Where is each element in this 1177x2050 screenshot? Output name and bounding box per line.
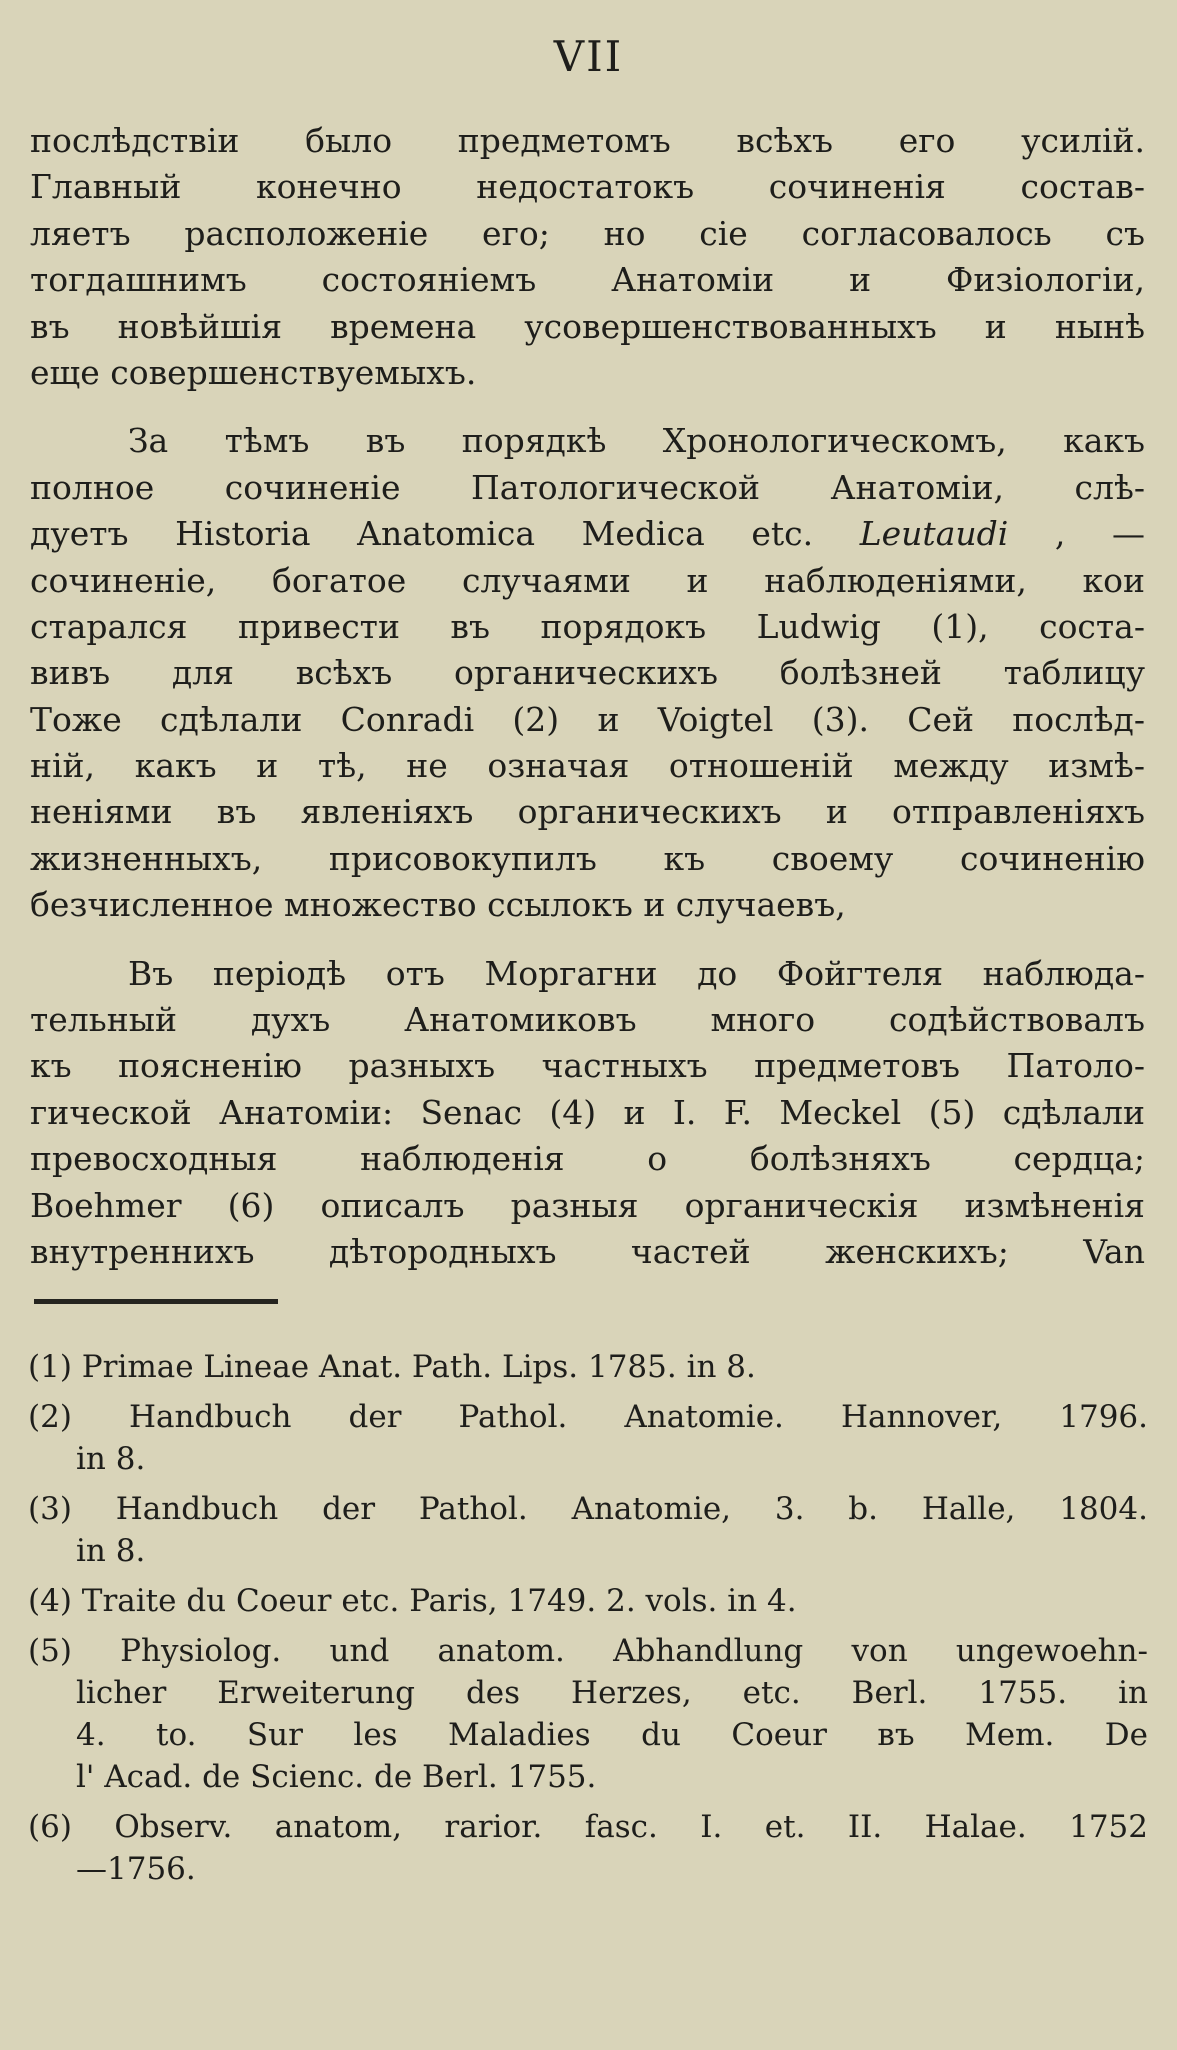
text-line: За тѣмъ въ порядкѣ Хронологическомъ, какъ — [128, 421, 1145, 461]
footnote-line: (5) Physiolog. und anatom. Abhandlung von ungewoehn- — [28, 1633, 1148, 1669]
text-line: Boehmer (6) описалъ разныя органическія измѣненія — [30, 1185, 1145, 1225]
footnote-line: licher Erweiterung des Herzes, etc. Berl. 1755. in — [76, 1675, 1148, 1711]
footnote-gap — [28, 1798, 1148, 1806]
footnote-line: —1756. — [76, 1851, 196, 1887]
page-number: VII — [553, 32, 624, 81]
text-line: внутреннихъ дѣтородныхъ частей женскихъ; Van — [30, 1231, 1145, 1271]
footnote-gap — [28, 1480, 1148, 1488]
footnote-line: in 8. — [76, 1441, 146, 1477]
footnote-line: (6) Observ. anatom, rarior. fasc. I. et. II. Halae. 1752 — [28, 1809, 1148, 1845]
footnote-gap — [28, 1622, 1148, 1630]
text-line: Тоже сдѣлали Conradi (2) и Voigtel (3). Сей послѣд- — [30, 699, 1145, 739]
text-line: жизненныхъ, присовокупилъ къ своему сочиненію — [30, 838, 1145, 878]
author-name-italic: Leutaudi — [859, 514, 1009, 554]
text-line: гической Анатоміи: Senac (4) и I. F. Meckel (5) сдѣлали — [30, 1092, 1145, 1132]
text-line: вивъ для всѣхъ органическихъ болѣзней таблицу — [30, 653, 1145, 693]
footnote-line: (2) Handbuch der Pathol. Anatomie. Hannover, 1796. — [28, 1399, 1148, 1435]
text-line: Главный конечно недостатокъ сочиненія состав- — [30, 167, 1145, 207]
text-line: старался привести въ порядокъ Ludwig (1), соста- — [30, 606, 1145, 646]
footnote-line: (1) Primae Lineae Anat. Path. Lips. 1785. in 8. — [28, 1349, 756, 1385]
text-line: сочиненіе, богатое случаями и наблюденіями, кои — [30, 560, 1145, 600]
main-text — [30, 118, 1145, 1275]
footnote-line: (3) Handbuch der Pathol. Anatomie, 3. b. Halle, 1804. — [28, 1491, 1148, 1527]
text-line: къ поясненію разныхъ частныхъ предметовъ Патоло- — [30, 1046, 1145, 1086]
footnote-gap — [28, 1572, 1148, 1580]
text-line: ляетъ расположеніе его; но сіе согласовалось съ — [30, 213, 1145, 253]
text-fragment: дуетъ Historia Anatomica Medica etc. — [30, 514, 814, 554]
footnote-line: l' Acad. de Scienc. de Berl. 1755. — [76, 1759, 597, 1795]
footnote-divider — [34, 1299, 278, 1304]
paragraph-gap — [30, 929, 1145, 951]
text-line: Въ періодѣ отъ Моргагни до Фойгтеля наблюда- — [128, 953, 1145, 993]
text-line: еще совершенствуемыхъ. — [30, 352, 477, 392]
footnote-line: (4) Traite du Coeur etc. Paris, 1749. 2. vols. in 4. — [28, 1583, 797, 1619]
text-line: безчисленное множество ссылокъ и случаевъ, — [30, 885, 846, 925]
footnote-line: 4. to. Sur les Maladies du Coeur въ Mem. De — [76, 1717, 1148, 1753]
text-line: неніями въ явленіяхъ органическихъ и отправленіяхъ — [30, 792, 1145, 832]
text-line: въ новѣйшія времена усовершенствованныхъ и нынѣ — [30, 306, 1145, 346]
footnote-gap — [28, 1388, 1148, 1396]
paragraph-gap — [30, 396, 1145, 418]
text-line: тогдашнимъ состояніемъ Анатоміи и Физіологіи, — [30, 260, 1145, 300]
text-line: полное сочиненіе Патологической Анатоміи, слѣ- — [30, 467, 1145, 507]
text-line: ній, какъ и тѣ, не означая отношеній между измѣ- — [30, 746, 1145, 786]
text-line-with-italic — [30, 511, 1145, 557]
text-line: превосходныя наблюденія о болѣзняхъ сердца; — [30, 1139, 1145, 1179]
footnote-line: in 8. — [76, 1533, 146, 1569]
text-line: послѣдствіи было предметомъ всѣхъ его усилій. — [30, 121, 1145, 160]
footnotes — [28, 1346, 1148, 1890]
text-line: тельный духъ Анатомиковъ много содѣйствовалъ — [30, 1000, 1145, 1040]
text-fragment: , — — [1054, 514, 1146, 554]
